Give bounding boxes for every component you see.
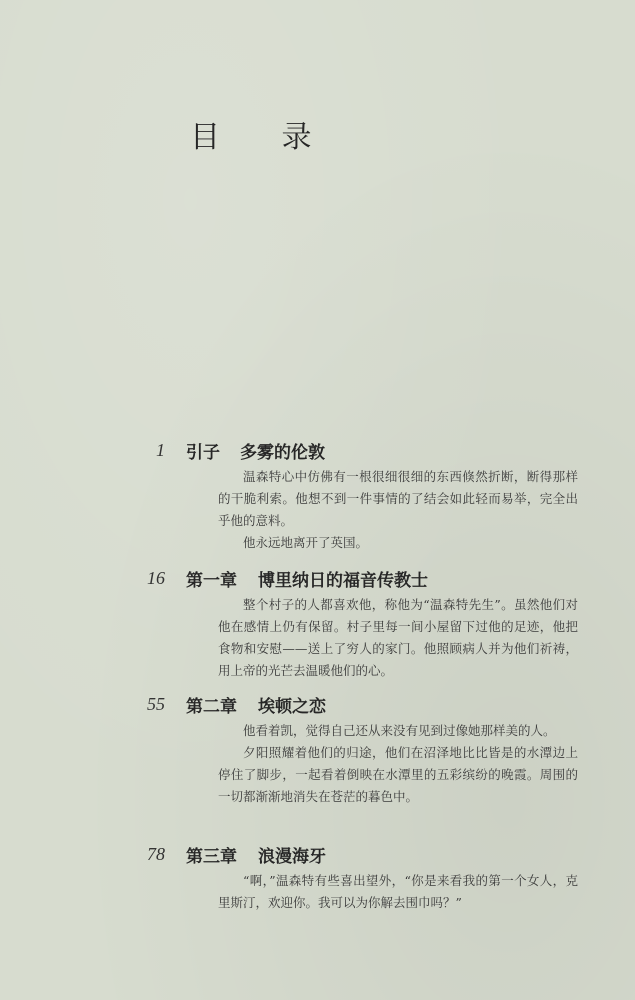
- chapter-summary: [218, 870, 578, 914]
- summary-paragraph: “啊，”温森特有些喜出望外，“你是来看我的第一个女人，克里斯汀，欢迎你。我可以为你解去围巾吗？”: [218, 873, 578, 910]
- page-title: 目 录: [190, 120, 338, 155]
- page-number: 78: [147, 844, 165, 864]
- chapter-label: 第一章: [186, 571, 237, 591]
- summary-paragraph: 温森特心中仿佛有一根很细很细的东西倏然折断，断得那样的干脆利索。他想不到一件事情的了结会如此轻而易举，完全出乎他的意料。: [218, 469, 578, 528]
- toc-entry-chapter-3[interactable]: [0, 842, 635, 914]
- toc-entry-chapter-2[interactable]: [0, 692, 635, 808]
- page-number: 55: [147, 694, 165, 714]
- chapter-title: 浪漫海牙: [258, 847, 326, 867]
- chapter-label: 第二章: [186, 697, 237, 717]
- toc-entry-chapter-1[interactable]: [0, 566, 635, 682]
- page-number: 16: [147, 568, 165, 588]
- chapter-summary: [218, 466, 578, 554]
- page-number: 1: [156, 440, 165, 460]
- chapter-title: 埃顿之恋: [258, 697, 326, 717]
- summary-paragraph: 夕阳照耀着他们的归途，他们在沼泽地比比皆是的水潭边上停住了脚步，一起看着倒映在水潭里的五彩缤纷的晚霞。周围的一切都渐渐地消失在苍茫的暮色中。: [218, 745, 578, 804]
- summary-paragraph: 他永远地离开了英国。: [243, 535, 369, 550]
- chapter-summary: [218, 720, 578, 808]
- toc-entry-prologue[interactable]: [0, 438, 635, 554]
- chapter-title: 多雾的伦敦: [240, 443, 325, 463]
- chapter-summary: [218, 594, 578, 682]
- summary-paragraph: 整个村子的人都喜欢他，称他为“温森特先生”。虽然他们对他在感情上仍有保留。村子里每一间小屋留下过他的足迹，他把食物和安慰——送上了穷人的家门。他照顾病人并为他们祈祷，用上帝的光芒去温暖他们的心。: [218, 597, 578, 678]
- chapter-title: 博里纳日的福音传教士: [258, 571, 428, 591]
- chapter-label: 第三章: [186, 847, 237, 867]
- chapter-label: 引子: [186, 443, 220, 463]
- summary-paragraph: 他看着凯，觉得自己还从来没有见到过像她那样美的人。: [243, 723, 556, 738]
